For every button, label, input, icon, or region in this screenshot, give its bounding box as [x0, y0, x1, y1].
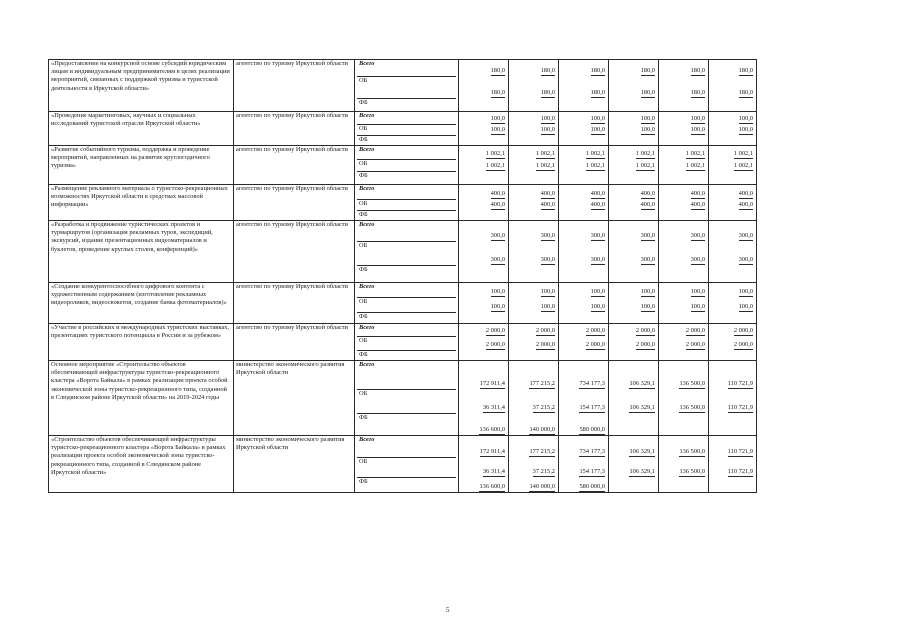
amount-value: 2 000,0 [686, 327, 705, 336]
activity-description: «Разработка и продвижение туристических проектов и турмаршрутов (организация рекламных туров, экспедиций, экскурсий, издание презентационных видеоматериалов и буклетов, проведение круглых столов, конференций)» [49, 221, 234, 283]
funding-source-label: ОБ [357, 199, 456, 210]
amount-value: 110 721,9 [728, 468, 753, 477]
amount-value: 106 329,1 [629, 404, 655, 413]
amount-cell [559, 436, 609, 493]
amount-cell [459, 221, 509, 283]
amount-cell [659, 324, 709, 361]
funding-source-cell [355, 60, 459, 112]
activity-description: «Размещение рекламного материала о туристско-рекреационных возможностях Иркутской области в средствах массовой информации» [49, 185, 234, 221]
amount-cell [659, 146, 709, 185]
funding-source-label: ФБ [357, 477, 456, 492]
amount-value: 180,0 [641, 67, 655, 76]
amount-value: 100,0 [641, 288, 655, 297]
amount-cell [609, 324, 659, 361]
table-row [49, 146, 757, 185]
amount-value: 37 215,2 [533, 404, 555, 413]
amount-value: 180,0 [739, 89, 753, 98]
amount-cell [559, 221, 609, 283]
amount-cell [609, 361, 659, 436]
amount-cell [709, 436, 757, 493]
amount-value: 100,0 [491, 303, 505, 312]
executor: министерство экономического развития Иркутской области [234, 361, 355, 436]
amount-value: 1 002,1 [686, 150, 705, 159]
page-number: 5 [446, 606, 450, 614]
amount-cell [459, 324, 509, 361]
table-row [49, 436, 757, 493]
amount-cell [709, 324, 757, 361]
table-row [49, 185, 757, 221]
funding-source-label: ОБ [357, 297, 456, 312]
amount-value: 100,0 [691, 126, 705, 135]
amount-value: 36 311,4 [483, 468, 505, 477]
amount-value: 180,0 [691, 67, 705, 76]
funding-source-label: ОБ [357, 336, 456, 350]
amount-value: 734 177,3 [579, 448, 605, 457]
amount-cell [709, 60, 757, 112]
amount-value: 100,0 [691, 303, 705, 312]
activity-description: «Проведение маркетинговых, научных и социальных исследований туристской отрасли Иркутской области» [49, 112, 234, 146]
amount-value: 400,0 [491, 190, 505, 199]
funding-source-label: Всего [359, 185, 375, 192]
amount-value: 580 000,0 [579, 426, 605, 435]
amount-value: 180,0 [491, 89, 505, 98]
amount-value: 400,0 [641, 201, 655, 210]
amount-value: 2 000,0 [536, 327, 555, 336]
amount-value: 180,0 [739, 67, 753, 76]
amount-cell [459, 436, 509, 493]
amount-cell [709, 185, 757, 221]
amount-value: 400,0 [491, 201, 505, 210]
amount-value: 2 000,0 [686, 341, 705, 350]
funding-source-label: ФБ [357, 413, 456, 435]
table-row [49, 60, 757, 112]
funding-source-label: ФБ [357, 312, 456, 323]
amount-cell [559, 112, 609, 146]
amount-value: 1 002,1 [734, 150, 753, 159]
table-row [49, 324, 757, 361]
amount-value: 136 500,0 [679, 380, 705, 389]
funding-source-label: Всего [359, 361, 375, 368]
funding-source-cell [355, 361, 459, 436]
amount-value: 100,0 [541, 115, 555, 124]
amount-value: 136 500,0 [679, 468, 705, 477]
table-row [49, 361, 757, 436]
executor: агентство по туризму Иркутской области [234, 324, 355, 361]
amount-value: 36 311,4 [483, 404, 505, 413]
budget-table-body [49, 60, 757, 493]
amount-value: 110 721,9 [728, 448, 753, 457]
amount-value: 136 600,0 [479, 426, 505, 435]
amount-value: 172 911,4 [480, 380, 505, 389]
amount-cell [609, 60, 659, 112]
funding-source-label: ФБ [357, 135, 456, 145]
amount-value: 1 002,1 [486, 162, 505, 171]
amount-value: 2 000,0 [486, 327, 505, 336]
amount-value: 100,0 [541, 288, 555, 297]
amount-value: 100,0 [491, 115, 505, 124]
amount-cell [609, 185, 659, 221]
amount-cell [659, 112, 709, 146]
amount-value: 180,0 [541, 89, 555, 98]
funding-source-label: ФБ [357, 350, 456, 360]
amount-value: 154 177,3 [579, 468, 605, 477]
funding-source-cell [355, 185, 459, 221]
funding-source-cell [355, 436, 459, 493]
amount-value: 37 215,2 [533, 468, 555, 477]
funding-source-cell [355, 283, 459, 324]
amount-cell [509, 436, 559, 493]
funding-source-label: ОБ [357, 124, 456, 135]
amount-cell [509, 324, 559, 361]
amount-value: 2 000,0 [586, 327, 605, 336]
amount-cell [459, 60, 509, 112]
amount-value: 2 000,0 [536, 341, 555, 350]
amount-value: 400,0 [739, 201, 753, 210]
funding-source-label: Всего [359, 112, 375, 119]
amount-cell [609, 112, 659, 146]
amount-cell [709, 361, 757, 436]
amount-cell [559, 361, 609, 436]
amount-value: 734 177,3 [579, 380, 605, 389]
executor: агентство по туризму Иркутской области [234, 60, 355, 112]
funding-source-label: ОБ [357, 76, 456, 98]
funding-source-cell [355, 146, 459, 185]
amount-value: 1 002,1 [536, 162, 555, 171]
funding-source-cell [355, 324, 459, 361]
amount-value: 106 329,1 [629, 468, 655, 477]
amount-value: 1 002,1 [686, 162, 705, 171]
amount-cell [659, 361, 709, 436]
amount-value: 100,0 [641, 126, 655, 135]
amount-value: 100,0 [739, 303, 753, 312]
amount-value: 400,0 [541, 201, 555, 210]
amount-value: 400,0 [591, 190, 605, 199]
activity-description: «Развитие событийного туризма, поддержка и проведение мероприятий, направленных на развитие круглогодичного туризма» [49, 146, 234, 185]
amount-value: 1 002,1 [734, 162, 753, 171]
executor: агентство по туризму Иркутской области [234, 221, 355, 283]
amount-cell [559, 324, 609, 361]
amount-value: 180,0 [491, 67, 505, 76]
amount-value: 110 721,9 [728, 380, 753, 389]
amount-cell [559, 146, 609, 185]
amount-value: 154 177,3 [579, 404, 605, 413]
amount-value: 136 500,0 [679, 404, 705, 413]
amount-value: 140 000,0 [529, 483, 555, 492]
amount-value: 300,0 [491, 232, 505, 241]
amount-value: 2 000,0 [734, 341, 753, 350]
amount-cell [659, 185, 709, 221]
funding-source-label: Всего [359, 221, 375, 228]
activity-description: Основное мероприятие «Строительство объектов обеспечивающей инфраструктуры туристско-рекреационного кластера «Ворота Байкала» в рамках реализации проекта особой экономической зоны туристско-рекреационного типа, созданной в Слюдянском районе Иркутской области» на 2019-2024 годы [49, 361, 234, 436]
amount-value: 140 000,0 [529, 426, 555, 435]
amount-value: 177 215,2 [529, 448, 555, 457]
amount-value: 1 002,1 [636, 162, 655, 171]
table-row [49, 112, 757, 146]
executor: министерство экономического развития Иркутской области [234, 436, 355, 493]
amount-value: 106 329,1 [629, 380, 655, 389]
amount-value: 100,0 [641, 115, 655, 124]
funding-source-label: Всего [359, 60, 375, 67]
amount-value: 100,0 [691, 115, 705, 124]
funding-source-label: ОБ [357, 159, 456, 171]
amount-cell [609, 436, 659, 493]
amount-value: 180,0 [541, 67, 555, 76]
amount-cell [559, 60, 609, 112]
amount-value: 100,0 [591, 288, 605, 297]
amount-value: 400,0 [591, 201, 605, 210]
activity-description: «Участие в российских и международных туристских выставках, презентациях туристского потенциала в России и за рубежом» [49, 324, 234, 361]
amount-value: 300,0 [739, 232, 753, 241]
amount-value: 2 000,0 [586, 341, 605, 350]
amount-value: 2 000,0 [636, 341, 655, 350]
amount-cell [659, 283, 709, 324]
amount-value: 100,0 [491, 126, 505, 135]
funding-source-label: ФБ [357, 210, 456, 220]
executor: агентство по туризму Иркутской области [234, 185, 355, 221]
funding-source-label: ОБ [357, 457, 456, 477]
amount-value: 300,0 [541, 232, 555, 241]
amount-value: 100,0 [739, 126, 753, 135]
amount-value: 2 000,0 [486, 341, 505, 350]
amount-cell [509, 283, 559, 324]
executor: агентство по туризму Иркутской области [234, 146, 355, 185]
amount-value: 300,0 [739, 256, 753, 265]
amount-value: 100,0 [591, 115, 605, 124]
funding-source-cell [355, 221, 459, 283]
amount-value: 300,0 [591, 232, 605, 241]
activity-description: «Строительство объектов обеспечивающей инфраструктуры туристско-рекреационного кластера «Ворота Байкала» в рамках реализации проекта особой экономической зоны туристско-рекреационного типа, созданной в Слюдянском районе Иркутской области» [49, 436, 234, 493]
amount-cell [609, 146, 659, 185]
amount-value: 110 721,9 [728, 404, 753, 413]
funding-source-cell [355, 112, 459, 146]
amount-value: 136 600,0 [479, 483, 505, 492]
amount-cell [509, 146, 559, 185]
amount-value: 106 329,1 [629, 448, 655, 457]
amount-value: 300,0 [491, 256, 505, 265]
amount-value: 136 500,0 [679, 448, 705, 457]
amount-value: 580 000,0 [579, 483, 605, 492]
amount-value: 100,0 [641, 303, 655, 312]
funding-source-label: Всего [359, 146, 375, 153]
amount-cell [459, 185, 509, 221]
amount-value: 400,0 [541, 190, 555, 199]
amount-value: 300,0 [641, 256, 655, 265]
table-row [49, 221, 757, 283]
budget-table [48, 59, 757, 493]
amount-cell [459, 112, 509, 146]
amount-value: 100,0 [739, 288, 753, 297]
amount-cell [459, 361, 509, 436]
funding-source-label: Всего [359, 324, 375, 331]
funding-source-label: ОБ [357, 389, 456, 413]
amount-cell [709, 221, 757, 283]
funding-source-label: Всего [359, 436, 375, 443]
amount-cell [609, 221, 659, 283]
amount-cell [709, 283, 757, 324]
amount-cell [659, 221, 709, 283]
amount-value: 300,0 [691, 232, 705, 241]
amount-value: 180,0 [591, 67, 605, 76]
amount-cell [459, 283, 509, 324]
funding-source-label: ФБ [357, 171, 456, 184]
funding-source-label: ФБ [357, 265, 456, 282]
amount-value: 400,0 [691, 201, 705, 210]
amount-value: 400,0 [739, 190, 753, 199]
amount-value: 300,0 [691, 256, 705, 265]
amount-cell [609, 283, 659, 324]
amount-value: 1 002,1 [586, 162, 605, 171]
amount-value: 1 002,1 [536, 150, 555, 159]
amount-cell [509, 112, 559, 146]
amount-value: 100,0 [691, 288, 705, 297]
amount-value: 100,0 [591, 126, 605, 135]
amount-cell [559, 185, 609, 221]
amount-value: 400,0 [641, 190, 655, 199]
amount-cell [659, 436, 709, 493]
table-row [49, 283, 757, 324]
amount-value: 100,0 [491, 288, 505, 297]
funding-source-label: ОБ [357, 241, 456, 265]
funding-source-label: Всего [359, 283, 375, 290]
amount-cell [459, 146, 509, 185]
amount-cell [509, 185, 559, 221]
amount-cell [709, 112, 757, 146]
executor: агентство по туризму Иркутской области [234, 283, 355, 324]
amount-value: 172 911,4 [480, 448, 505, 457]
amount-cell [509, 60, 559, 112]
amount-value: 1 002,1 [486, 150, 505, 159]
amount-value: 1 002,1 [636, 150, 655, 159]
activity-description: «Создание конкурентоспособного цифрового контента с художественным содержанием (изготовление рекламных видеороликов, видеосюжетов, создание банка фотоматериалов)» [49, 283, 234, 324]
amount-value: 180,0 [691, 89, 705, 98]
executor: агентство по туризму Иркутской области [234, 112, 355, 146]
amount-value: 177 215,2 [529, 380, 555, 389]
amount-value: 1 002,1 [586, 150, 605, 159]
amount-value: 2 000,0 [636, 327, 655, 336]
amount-value: 300,0 [591, 256, 605, 265]
amount-value: 300,0 [641, 232, 655, 241]
amount-value: 180,0 [641, 89, 655, 98]
amount-cell [509, 221, 559, 283]
amount-value: 2 000,0 [734, 327, 753, 336]
amount-cell [659, 60, 709, 112]
amount-value: 100,0 [541, 303, 555, 312]
amount-value: 100,0 [739, 115, 753, 124]
amount-value: 180,0 [591, 89, 605, 98]
amount-value: 100,0 [541, 126, 555, 135]
amount-value: 100,0 [591, 303, 605, 312]
activity-description: «Предоставление на конкурсной основе субсидий юридическим лицам и индивидуальным предпринимателям в целях реализации мероприятий, связанных с поддержкой туризма и туристской деятельности в Иркутской области» [49, 60, 234, 112]
amount-value: 400,0 [691, 190, 705, 199]
amount-cell [559, 283, 609, 324]
amount-value: 300,0 [541, 256, 555, 265]
amount-cell [509, 361, 559, 436]
amount-cell [709, 146, 757, 185]
funding-source-label: ФБ [357, 98, 456, 111]
